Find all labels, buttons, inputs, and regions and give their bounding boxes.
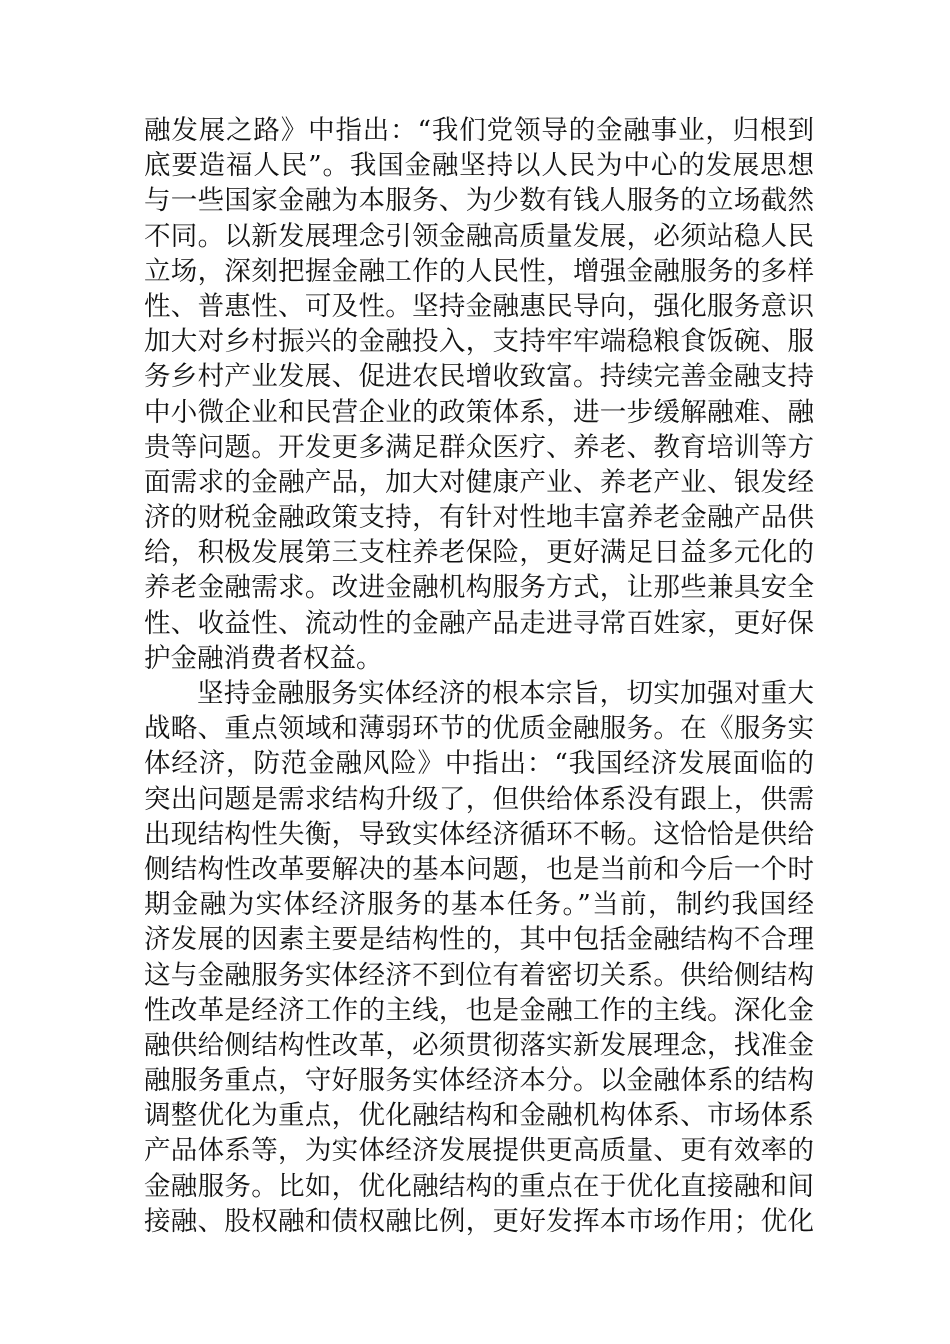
text-line: 这与金融服务实体经济不到位有着密切关系。供给侧结构 — [144, 959, 814, 991]
text-line: 产品体系等，为实体经济发展提供更高质量、更有效率的 — [144, 1135, 814, 1167]
text-line: 调整优化为重点，优化融结构和金融机构体系、市场体系 — [144, 1100, 814, 1132]
text-line: 期金融为实体经济服务的基本任务。”当前，制约我国经 — [144, 889, 814, 921]
text-line: 加大对乡村振兴的金融投入，支持牢牢端稳粮食饭碗、服 — [144, 326, 814, 358]
text-line: 给，积极发展第三支柱养老保险，更好满足日益多元化的 — [144, 537, 814, 569]
text-line: 侧结构性改革要解决的基本问题，也是当前和今后一个时 — [144, 853, 814, 885]
text-line: 战略、重点领域和薄弱环节的优质金融服务。在《服务实 — [144, 713, 814, 745]
text-line: 性改革是经济工作的主线，也是金融工作的主线。深化金 — [144, 994, 814, 1026]
text-line: 中小微企业和民营企业的政策体系，进一步缓解融难、融 — [144, 396, 814, 428]
text-line: 与一些国家金融为本服务、为少数有钱人服务的立场截然 — [144, 185, 814, 217]
text-line: 面需求的金融产品，加大对健康产业、养老产业、银发经 — [144, 466, 814, 498]
text-line: 底要造福人民”。我国金融坚持以人民为中心的发展思想 — [144, 150, 814, 182]
text-line: 养老金融需求。改进金融机构服务方式，让那些兼具安全 — [144, 572, 814, 604]
text-line: 出现结构性失衡，导致实体经济循环不畅。这恰恰是供给 — [144, 818, 814, 850]
paragraph-1 — [144, 113, 814, 676]
text-line: 融服务重点，守好服务实体经济本分。以金融体系的结构 — [144, 1065, 814, 1097]
text-line: 济的财税金融政策支持，有针对性地丰富养老金融产品供 — [144, 502, 814, 534]
text-line: 体经济，防范金融风险》中指出：“我国经济发展面临的 — [144, 748, 814, 780]
paragraph-2 — [144, 676, 814, 1239]
text-line: 护金融消费者权益。 — [144, 642, 383, 674]
text-line: 金融服务。比如，优化融结构的重点在于优化直接融和间 — [144, 1170, 814, 1202]
text-line: 坚持金融服务实体经济的根本宗旨，切实加强对重大 — [197, 678, 814, 709]
text-line: 务乡村产业发展、促进农民增收致富。持续完善金融支持 — [144, 361, 814, 393]
body-text — [144, 113, 814, 1239]
text-line: 济发展的因素主要是结构性的，其中包括金融结构不合理 — [144, 924, 814, 956]
text-line: 突出问题是需求结构升级了，但供给体系没有跟上，供需 — [144, 783, 814, 815]
text-line: 立场，深刻把握金融工作的人民性，增强金融服务的多样 — [144, 255, 814, 287]
text-line: 贵等问题。开发更多满足群众医疗、养老、教育培训等方 — [144, 431, 814, 463]
text-line: 不同。以新发展理念引领金融高质量发展，必须站稳人民 — [144, 220, 814, 252]
text-line: 性、收益性、流动性的金融产品走进寻常百姓家，更好保 — [144, 607, 814, 639]
text-line: 接融、股权融和债权融比例，更好发挥本市场作用；优化 — [144, 1205, 814, 1237]
text-line: 融发展之路》中指出：“我们党领导的金融事业，归根到 — [144, 115, 814, 146]
text-line: 融供给侧结构性改革，必须贯彻落实新发展理念，找准金 — [144, 1029, 814, 1061]
text-line: 性、普惠性、可及性。坚持金融惠民导向，强化服务意识 — [144, 290, 814, 322]
